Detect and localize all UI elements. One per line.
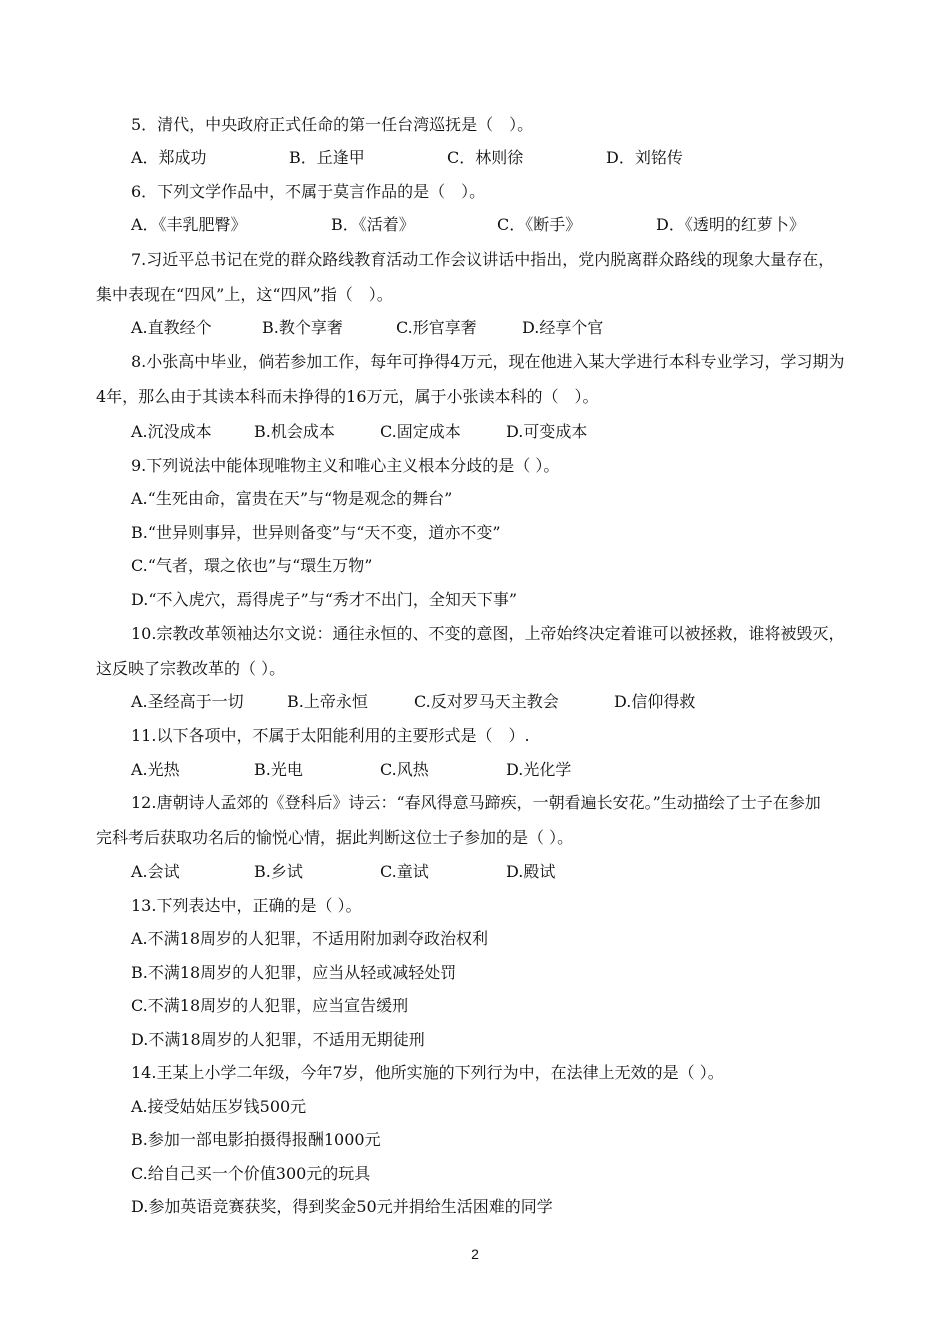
- question-7-stem-line2: 集中表现在“四风”上，这“四风”指（ ）。: [96, 285, 393, 304]
- question-14-option-a: A.接受姑姑压岁钱500元: [131, 1097, 307, 1116]
- question-7-option-d: D.经享个官: [522, 318, 604, 337]
- question-7-option-c: C.形官享奢: [396, 318, 477, 337]
- question-8-option-c: C.固定成本: [380, 422, 461, 441]
- question-6-option-a: A．《丰乳肥臀》: [131, 215, 247, 234]
- question-5-option-c: C．林则徐: [447, 148, 524, 167]
- question-8-stem-line1: 8.小张高中毕业，倘若参加工作，每年可挣得4万元，现在他进入某大学进行本科专业学习，学习期为: [131, 352, 845, 371]
- question-14-option-d: D.参加英语竞赛获奖，得到奖金50元并捐给生活困难的同学: [131, 1197, 553, 1216]
- question-9-stem: 9.下列说法中能体现唯物主义和唯心主义根本分歧的是（ ）。: [131, 456, 560, 475]
- question-13-option-a: A.不满18周岁的人犯罪，不适用附加剥夺政治权利: [131, 929, 489, 948]
- question-11-option-d: D.光化学: [506, 760, 572, 779]
- question-6-stem: 6．下列文学作品中，不属于莫言作品的是（ ）。: [131, 182, 486, 201]
- question-8-option-d: D.可变成本: [506, 422, 588, 441]
- question-13-option-b: B.不满18周岁的人犯罪，应当从轻或减轻处罚: [131, 963, 457, 982]
- question-5-option-a: A．郑成功: [131, 148, 207, 167]
- question-14-option-c: C.给自己买一个价值300元的玩具: [131, 1164, 371, 1183]
- question-12-option-a: A.会试: [131, 862, 180, 881]
- question-5-option-b: B．丘逢甲: [289, 148, 365, 167]
- question-5-option-d: D．刘铭传: [606, 148, 683, 167]
- question-11-option-b: B.光电: [254, 760, 303, 779]
- question-12-option-c: C.童试: [380, 862, 429, 881]
- question-13-option-d: D.不满18周岁的人犯罪，不适用无期徒刑: [131, 1030, 425, 1049]
- question-10-option-a: A.圣经高于一切: [131, 692, 244, 711]
- question-9-option-d: D.“不入虎穴，焉得虎子”与“秀才不出门，全知天下事”: [131, 590, 518, 609]
- question-6-option-b: B．《活着》: [331, 215, 415, 234]
- question-8-option-b: B.机会成本: [254, 422, 335, 441]
- question-14-option-b: B.参加一部电影拍摄得报酬1000元: [131, 1130, 381, 1149]
- question-11-option-c: C.风热: [380, 760, 429, 779]
- question-9-option-c: C.“气者，環之依也”与“環生万物”: [131, 556, 373, 575]
- question-13-stem: 13.下列表达中，正确的是（ ）。: [131, 896, 362, 915]
- page-number: 2: [471, 1246, 479, 1262]
- question-8-stem-line2: 4年，那么由于其读本科而未挣得的16万元，属于小张读本科的（ ）。: [96, 387, 599, 406]
- question-12-stem-line2: 完科考后获取功名后的愉悦心情，据此判断这位士子参加的是（ ）。: [96, 828, 574, 847]
- question-5-stem: 5．清代，中央政府正式任命的第一任台湾巡抚是（ ）。: [131, 115, 534, 134]
- question-7-option-b: B.教个享奢: [262, 318, 343, 337]
- question-10-stem-line2: 这反映了宗教改革的（ ）。: [96, 659, 286, 678]
- question-10-option-c: C.反对罗马天主教会: [414, 692, 559, 711]
- question-11-option-a: A.光热: [131, 760, 180, 779]
- question-7-option-a: A.直教经个: [131, 318, 212, 337]
- question-12-stem-line1: 12.唐朝诗人孟郊的《登科后》诗云：“春风得意马蹄疾，一朝看遍长安花。”生动描绘了士子在参加: [131, 793, 821, 812]
- question-9-option-b: B.“世异则事异，世异则备变”与“天不变，道亦不变”: [131, 523, 501, 542]
- question-10-option-d: D.信仰得救: [614, 692, 696, 711]
- question-14-stem: 14.王某上小学二年级，今年7岁，他所实施的下列行为中，在法律上无效的是（ ）。: [131, 1063, 724, 1082]
- question-7-stem-line1: 7.习近平总书记在党的群众路线教育活动工作会议讲话中指出，党内脱离群众路线的现象大量存在，: [131, 250, 835, 269]
- question-11-stem: 11.以下各项中，不属于太阳能利用的主要形式是（ ）.: [131, 726, 530, 745]
- question-9-option-a: A.“生死由命，富贵在天”与“物是观念的舞台”: [131, 489, 453, 508]
- question-10-stem-line1: 10.宗教改革领袖达尔文说：通往永恒的、不变的意图，上帝始终决定着谁可以被拯救，谁将被毁灭，: [131, 624, 845, 643]
- question-12-option-b: B.乡试: [254, 862, 303, 881]
- question-8-option-a: A.沉没成本: [131, 422, 212, 441]
- question-6-option-d: D．《透明的红萝卜》: [656, 215, 805, 234]
- question-12-option-d: D.殿试: [506, 862, 556, 881]
- question-13-option-c: C.不满18周岁的人犯罪，应当宣告缓刑: [131, 996, 409, 1015]
- question-10-option-b: B.上帝永恒: [287, 692, 368, 711]
- question-6-option-c: C．《断手》: [497, 215, 582, 234]
